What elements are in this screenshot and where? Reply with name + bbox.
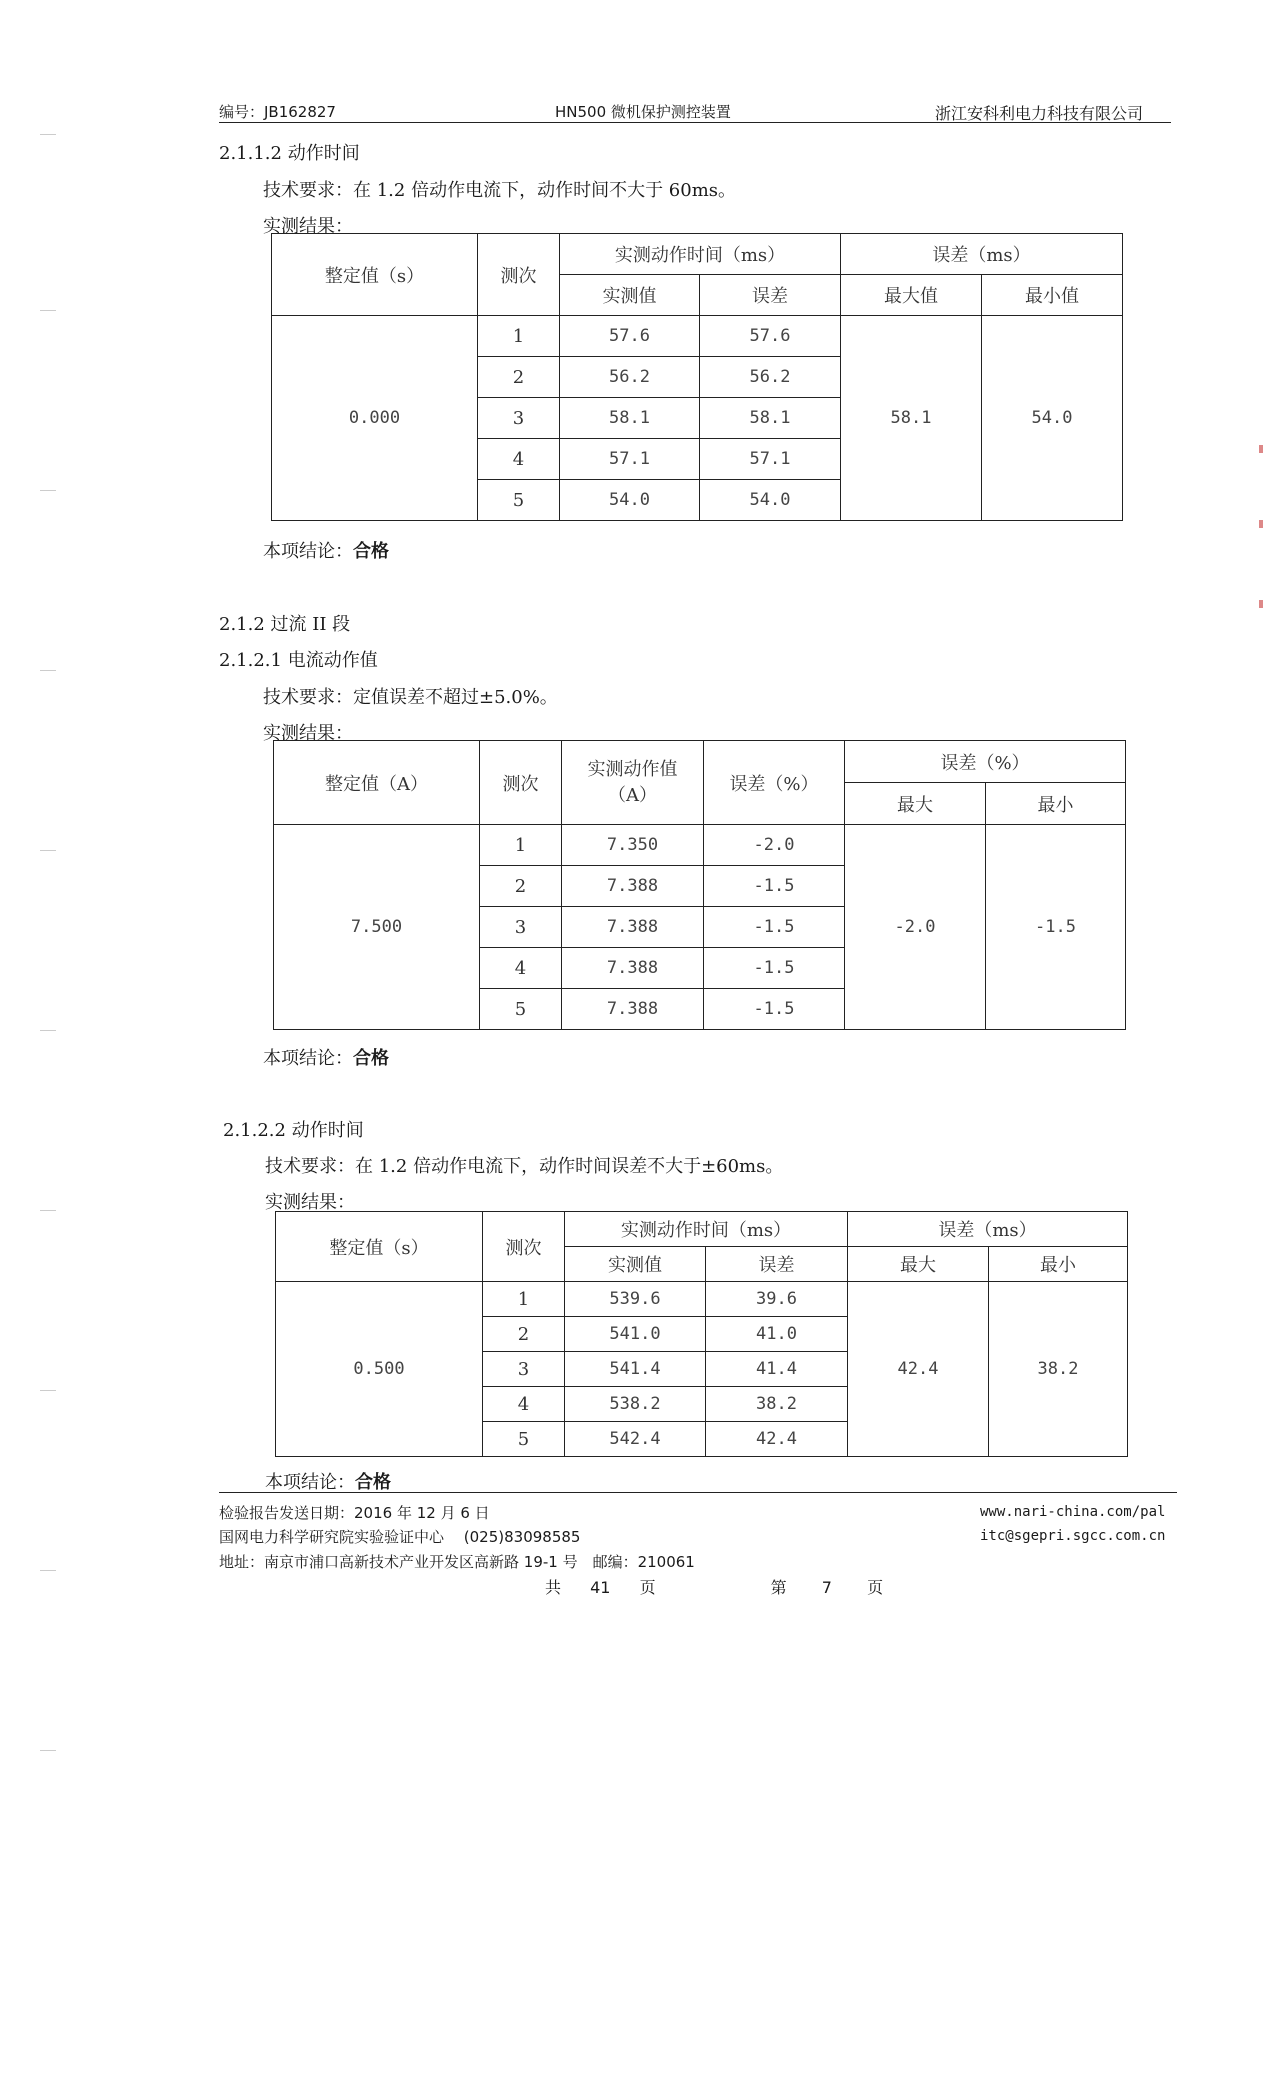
setting-value: 0.500 xyxy=(276,1282,483,1457)
measured-cell: 7.388 xyxy=(562,948,704,989)
header-count: 测次 xyxy=(480,741,562,825)
footer-divider xyxy=(219,1492,1177,1493)
scan-mark xyxy=(40,1750,56,1751)
count-cell: 3 xyxy=(478,398,560,439)
conclusion xyxy=(265,1468,391,1494)
testing-center: 国网电力科学研究院实验验证中心 (025)83098585 xyxy=(219,1528,581,1546)
error-cell: 57.1 xyxy=(700,439,841,480)
count-cell: 5 xyxy=(480,989,562,1030)
header-error-col: 误差（%） xyxy=(704,741,845,825)
count-cell: 3 xyxy=(483,1352,565,1387)
scan-mark xyxy=(1259,445,1263,453)
error-cell: -1.5 xyxy=(704,866,845,907)
company-name: 浙江安科利电力科技有限公司 xyxy=(935,104,1144,123)
header-error-col: 误差 xyxy=(706,1247,848,1282)
header-count: 测次 xyxy=(478,234,560,316)
error-cell: -1.5 xyxy=(704,989,845,1030)
header-error: 误差（%） xyxy=(845,741,1126,783)
header-setting: 整定值（s） xyxy=(276,1212,483,1282)
header-max: 最大值 xyxy=(841,275,982,316)
total-pages: 41 xyxy=(590,1578,611,1597)
header-min: 最小 xyxy=(986,783,1126,825)
report-number: 编号：JB162827 xyxy=(219,103,336,121)
measured-cell: 538.2 xyxy=(565,1387,706,1422)
scan-mark xyxy=(40,134,56,135)
header-min: 最小值 xyxy=(982,275,1123,316)
results-label: 实测结果： xyxy=(265,1192,355,1213)
measured-cell: 541.4 xyxy=(565,1352,706,1387)
measured-cell: 542.4 xyxy=(565,1422,706,1457)
header-measured: 实测动作值（A） xyxy=(562,741,704,825)
section-title-2-1-2: 2.1.2 过流 II 段 xyxy=(219,614,351,635)
scan-mark xyxy=(40,850,56,851)
measured-cell: 58.1 xyxy=(560,398,700,439)
results-table-action-time-2 xyxy=(275,1211,1128,1457)
technical-requirement: 技术要求：在 1.2 倍动作电流下，动作时间不大于 60ms。 xyxy=(263,180,736,201)
max-value: 42.4 xyxy=(848,1282,989,1457)
conclusion-value: 合格 xyxy=(355,1472,391,1493)
header-measured-time: 实测动作时间（ms） xyxy=(565,1212,848,1247)
header-count: 测次 xyxy=(483,1212,565,1282)
measured-cell: 539.6 xyxy=(565,1282,706,1317)
results-label: 实测结果： xyxy=(263,216,353,237)
measured-cell: 54.0 xyxy=(560,480,700,521)
header-error: 误差（ms） xyxy=(841,234,1123,275)
email: itc@sgepri.sgcc.com.cn xyxy=(980,1528,1166,1544)
header-max: 最大 xyxy=(848,1247,989,1282)
conclusion-label: 本项结论： xyxy=(265,1472,355,1493)
count-cell: 2 xyxy=(480,866,562,907)
header-measured: 实测值 xyxy=(565,1247,706,1282)
section-title-2-1-2-1: 2.1.2.1 电流动作值 xyxy=(219,650,378,671)
scan-mark xyxy=(40,310,56,311)
error-cell: 39.6 xyxy=(706,1282,848,1317)
header-error-col: 误差 xyxy=(700,275,841,316)
min-value: 54.0 xyxy=(982,316,1123,521)
scan-mark xyxy=(40,1390,56,1391)
error-cell: -1.5 xyxy=(704,948,845,989)
results-table-current-value xyxy=(273,740,1126,1030)
max-value: 58.1 xyxy=(841,316,982,521)
table-row xyxy=(274,825,1126,866)
error-cell: 41.0 xyxy=(706,1317,848,1352)
page-info xyxy=(545,1575,883,1598)
count-cell: 4 xyxy=(478,439,560,480)
conclusion xyxy=(263,537,389,563)
count-cell: 4 xyxy=(480,948,562,989)
measured-cell: 7.350 xyxy=(562,825,704,866)
conclusion-label: 本项结论： xyxy=(263,1048,353,1069)
count-cell: 1 xyxy=(478,316,560,357)
error-cell: -1.5 xyxy=(704,907,845,948)
scan-mark xyxy=(1259,520,1263,528)
conclusion-label: 本项结论： xyxy=(263,541,353,562)
error-cell: 58.1 xyxy=(700,398,841,439)
conclusion xyxy=(263,1044,389,1070)
header-setting: 整定值（A） xyxy=(274,741,480,825)
count-cell: 5 xyxy=(483,1422,565,1457)
setting-value: 0.000 xyxy=(272,316,478,521)
error-cell: 54.0 xyxy=(700,480,841,521)
section-title-2-1-2-2: 2.1.2.2 动作时间 xyxy=(223,1120,364,1141)
report-send-date: 检验报告发送日期：2016 年 12 月 6 日 xyxy=(219,1504,490,1522)
page-label: 第 xyxy=(770,1578,787,1597)
max-value: -2.0 xyxy=(845,825,986,1030)
measured-cell: 57.6 xyxy=(560,316,700,357)
error-cell: 41.4 xyxy=(706,1352,848,1387)
scan-mark xyxy=(40,1030,56,1031)
setting-value: 7.500 xyxy=(274,825,480,1030)
measured-cell: 7.388 xyxy=(562,989,704,1030)
scan-mark xyxy=(40,490,56,491)
header-setting: 整定值（s） xyxy=(272,234,478,316)
count-cell: 1 xyxy=(483,1282,565,1317)
header-divider xyxy=(219,122,1171,123)
error-cell: -2.0 xyxy=(704,825,845,866)
scan-mark xyxy=(40,1570,56,1571)
error-cell: 42.4 xyxy=(706,1422,848,1457)
table-row xyxy=(272,316,1123,357)
header-max: 最大 xyxy=(845,783,986,825)
technical-requirement: 技术要求：定值误差不超过±5.0%。 xyxy=(263,687,558,708)
measured-cell: 56.2 xyxy=(560,357,700,398)
header-measured: 实测值 xyxy=(560,275,700,316)
conclusion-value: 合格 xyxy=(353,541,389,562)
count-cell: 2 xyxy=(483,1317,565,1352)
header-error: 误差（ms） xyxy=(848,1212,1128,1247)
address: 地址：南京市浦口高新技术产业开发区高新路 19-1 号 邮编：210061 xyxy=(219,1553,695,1571)
total-unit: 页 xyxy=(639,1578,656,1597)
technical-requirement: 技术要求：在 1.2 倍动作电流下，动作时间误差不大于±60ms。 xyxy=(265,1156,784,1177)
section-title-2-1-1-2: 2.1.1.2 动作时间 xyxy=(219,143,360,164)
min-value: 38.2 xyxy=(989,1282,1128,1457)
conclusion-value: 合格 xyxy=(353,1048,389,1069)
header-min: 最小 xyxy=(989,1247,1128,1282)
count-cell: 1 xyxy=(480,825,562,866)
error-cell: 56.2 xyxy=(700,357,841,398)
table-row xyxy=(276,1282,1128,1317)
scan-mark xyxy=(1259,600,1263,608)
page-unit: 页 xyxy=(867,1578,884,1597)
website: www.nari-china.com/pal xyxy=(980,1504,1166,1520)
error-cell: 38.2 xyxy=(706,1387,848,1422)
page-number: 7 xyxy=(821,1578,832,1597)
results-label: 实测结果： xyxy=(263,723,353,744)
count-cell: 2 xyxy=(478,357,560,398)
total-label: 共 xyxy=(545,1578,562,1597)
count-cell: 5 xyxy=(478,480,560,521)
results-table-action-time xyxy=(271,233,1123,521)
measured-cell: 57.1 xyxy=(560,439,700,480)
measured-cell: 541.0 xyxy=(565,1317,706,1352)
error-cell: 57.6 xyxy=(700,316,841,357)
scan-mark xyxy=(40,1210,56,1211)
header-measured-time: 实测动作时间（ms） xyxy=(560,234,841,275)
scan-mark xyxy=(40,670,56,671)
count-cell: 4 xyxy=(483,1387,565,1422)
count-cell: 3 xyxy=(480,907,562,948)
measured-cell: 7.388 xyxy=(562,866,704,907)
min-value: -1.5 xyxy=(986,825,1126,1030)
device-name: HN500 微机保护测控装置 xyxy=(555,103,731,121)
measured-cell: 7.388 xyxy=(562,907,704,948)
